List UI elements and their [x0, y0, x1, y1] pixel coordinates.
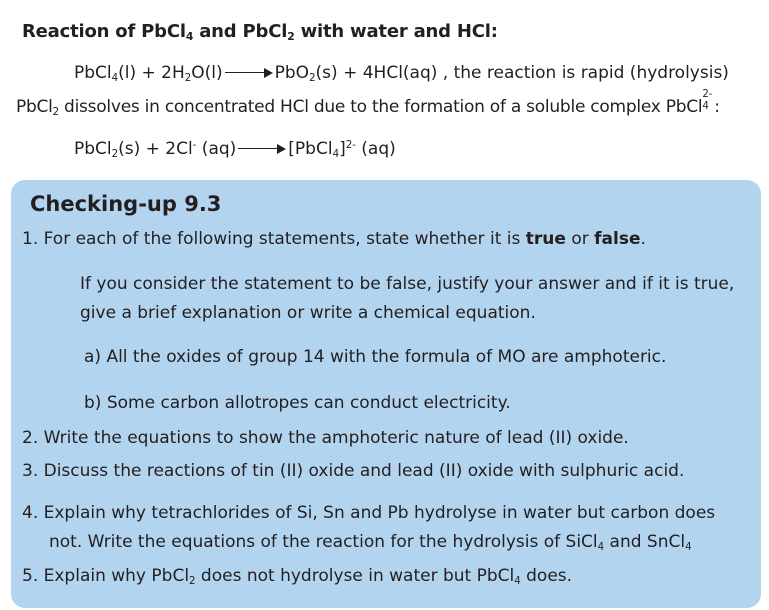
checking-up-title: Checking-up 9.3 — [30, 192, 222, 216]
question-1: 1. For each of the following statements, state whether it is true or false. — [22, 229, 646, 249]
question-1-instruction-line-1: If you consider the statement to be false, justify your answer and if it is true, — [80, 274, 735, 294]
question-2: 2. Write the equations to show the amphoteric nature of lead (II) oxide. — [22, 428, 629, 448]
complex-formation-text: PbCl$_2$ dissolves in concentrated HCl due to the formation of a soluble complex PbCl 2- 4 : — [16, 89, 720, 119]
question-5: 5. Explain why PbCl$_2$ does not hydrolyse in water but PbCl$_4$ does. — [22, 566, 573, 588]
question-1-statement-a: a) All the oxides of group 14 with the formula of MO are amphoteric. — [84, 347, 667, 367]
question-1-instruction-line-2: give a brief explanation or write a chemical equation. — [80, 303, 536, 323]
question-1-statement-b: b) Some carbon allotropes can conduct electricity. — [84, 393, 511, 413]
question-4-line-2: not. Write the equations of the reaction for the hydrolysis of SiCl$_4$ and SnCl$_4$ — [49, 532, 692, 554]
reaction-arrow-icon — [225, 68, 273, 78]
section-heading: Reaction of PbCl$_4$ and PbCl$_2$ with water and HCl: — [22, 21, 498, 44]
equation-hydrolysis: PbCl$_4$(l) + $2H_2O(l) PbO_2(s) + 4HCl(aq)$ , the reaction is rapid (hydrolysis) — [74, 63, 729, 85]
question-4-line-1: 4. Explain why tetrachlorides of Si, Sn and Pb hydrolyse in water but carbon does — [22, 503, 716, 523]
equation-complex: PbCl$_2$(s) + 2Cl- (aq) [PbCl$_4$]$^{2-}$ (aq) — [74, 139, 396, 161]
reaction-arrow-icon — [238, 144, 286, 154]
question-3: 3. Discuss the reactions of tin (II) oxide and lead (II) oxide with sulphuric acid. — [22, 461, 685, 481]
checking-up-box — [11, 180, 761, 608]
